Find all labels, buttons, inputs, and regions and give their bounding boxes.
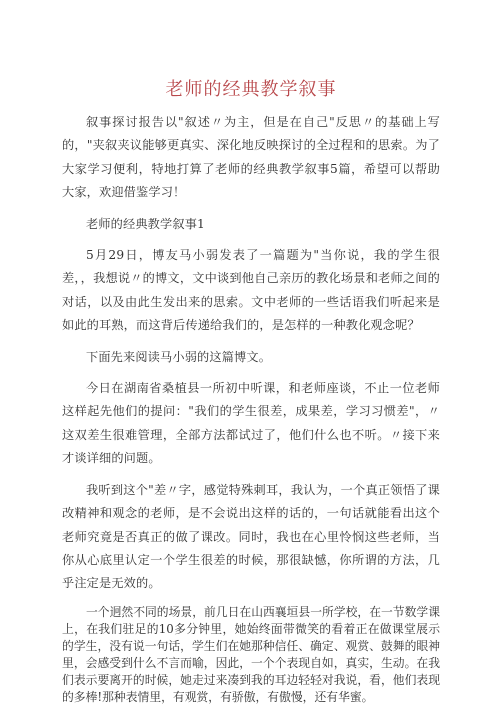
intro-paragraph: 叙事探讨报告以"叙述〃为主，但是在自己"反思〃的基础上写的，"夹叙夹议能够更真实、深化地反映探讨的全过程和的思索。为了大家学习便利，特地打算了老师的经典教学叙事5篇，希望可以帮助大家，欢迎借鉴学习！ bbox=[62, 115, 440, 200]
body-paragraph: 一个迥然不同的场景，前几日在山西襄垣县一所学校，在一节数学课上，在我们驻足的10多分钟里，她始终面带微笑的看着正在做课堂展示的学生，没有说一句话，学生们在她那种信任、确定、观赏、鼓舞的眼神里，会感受到什么不言而喻，因此，一个个表现自如，真实，生动。在我们表示要离开的时候，她走过来凑到我的耳边轻轻对我说，看，他们表现的多棒!那种表情里，有观赏，有骄傲，有傲慢，还有华蜜。 bbox=[62, 604, 440, 704]
body-paragraph: 我听到这个"差〃字，感觉特殊刺耳，我认为，一个真正领悟了课改精神和观念的老师，是不会说出这样的话的，一句话就能看出这个老师究竟是否真正的做了课改。同时，我也在心里怜悯这些老师，当你从心底里认定一个学生很差的时候，那很缺憾，你所谓的方法，几乎注定是无效的。 bbox=[62, 482, 440, 591]
section-heading: 老师的经典教学叙事1 bbox=[86, 216, 205, 231]
body-paragraph: 下面先来阅读马小弱的这篇博文。 bbox=[86, 349, 272, 364]
page-title: 老师的经典教学叙事 bbox=[165, 79, 337, 100]
body-paragraph: 5月29日，博友马小弱发表了一篇题为"当你说，我的学生很差，，我想说〃的博文，文中谈到他自己亲历的教化场景和老师之间的对话，以及由此生发出来的思索。文中老师的一些话语我们听起来是如此的耳熟，而这背后传递给我们的，是怎样的一种教化观念呢？ bbox=[62, 248, 440, 333]
body-paragraph: 今日在湖南省桑植县一所初中听课，和老师座谈，不止一位老师这样起先他们的提问："我们的学生很差，成果差，学习习惯差"，〃这双差生很难管理，全部方法都试过了，他们什么也不听。〃接下来才谈详细的问题。 bbox=[62, 381, 440, 466]
